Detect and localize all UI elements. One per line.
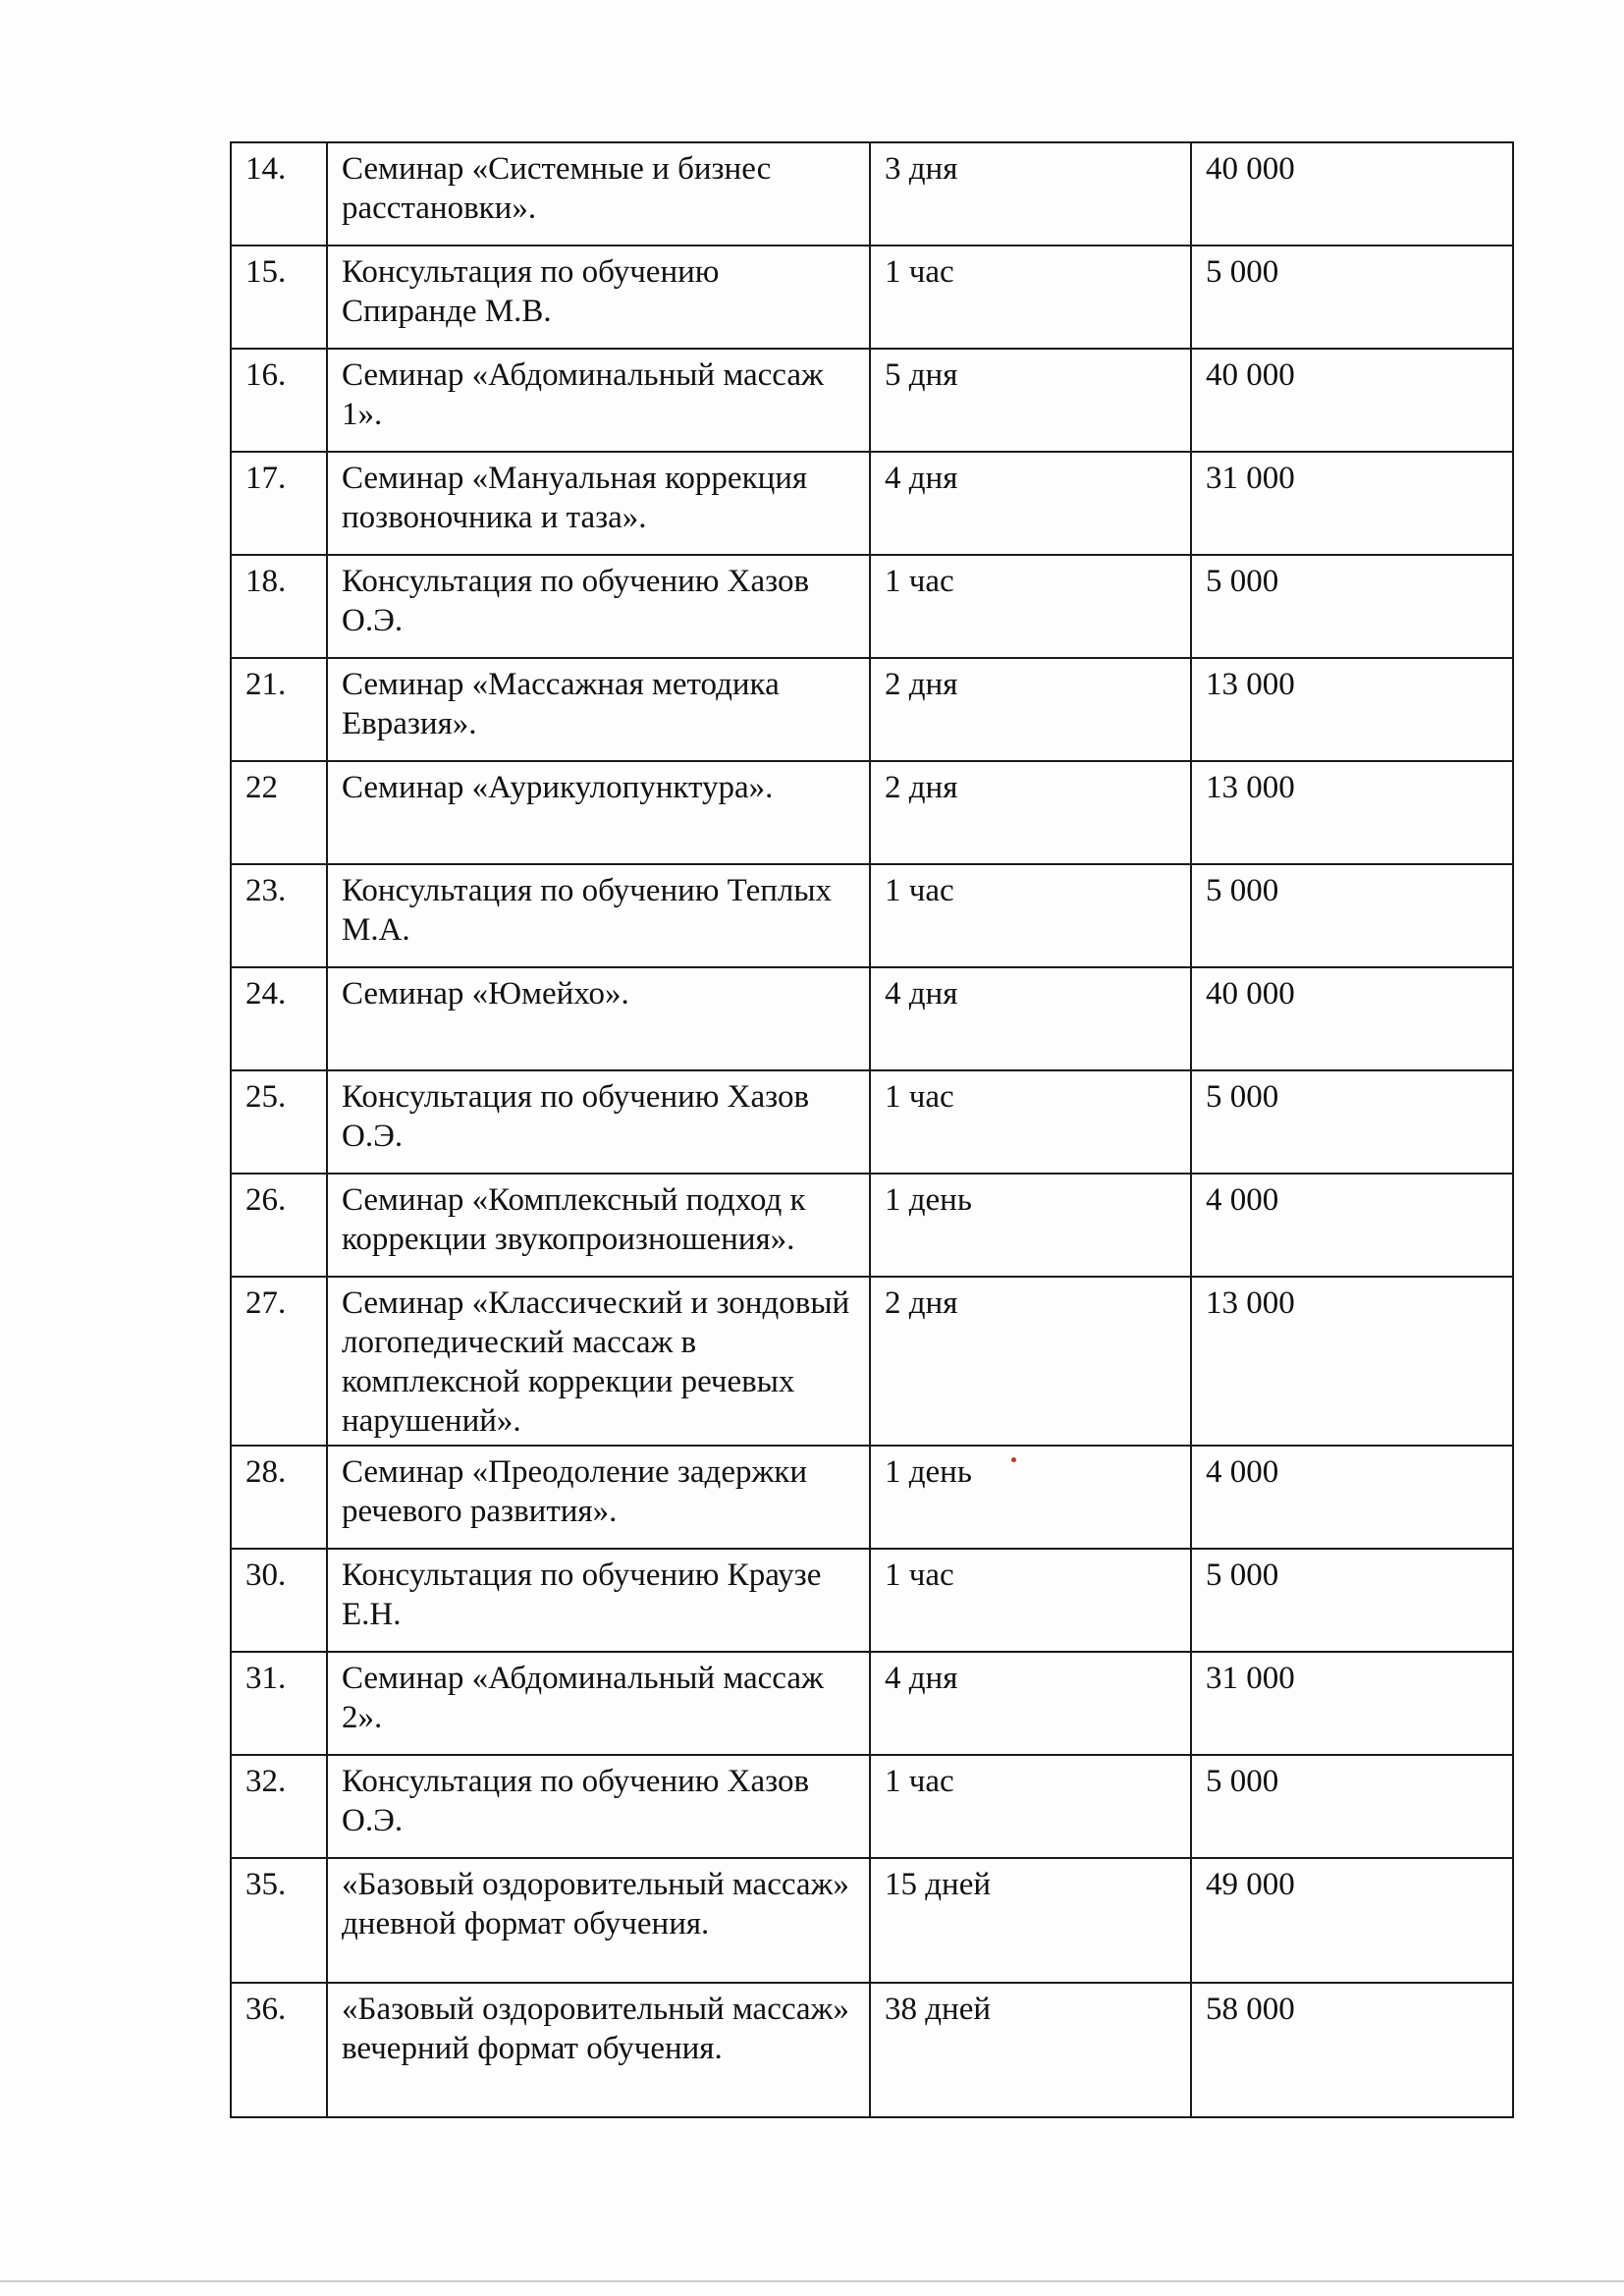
duration: 4 дня xyxy=(870,452,1191,555)
row-number: 16. xyxy=(231,349,327,452)
price: 5 000 xyxy=(1191,1755,1513,1858)
row-number: 28. xyxy=(231,1446,327,1549)
table-row xyxy=(231,349,1513,452)
course-name: Консультация по обучению Краузе Е.Н. xyxy=(327,1549,870,1652)
duration: 2 дня xyxy=(870,761,1191,864)
duration: 1 час xyxy=(870,1070,1191,1174)
price: 5 000 xyxy=(1191,246,1513,349)
duration: 1 час xyxy=(870,864,1191,967)
table-row xyxy=(231,658,1513,761)
row-number: 26. xyxy=(231,1174,327,1277)
row-number: 27. xyxy=(231,1277,327,1446)
price: 5 000 xyxy=(1191,1070,1513,1174)
duration: 1 день xyxy=(870,1446,1191,1549)
price: 5 000 xyxy=(1191,1549,1513,1652)
course-name: Семинар «Системные и бизнес расстановки». xyxy=(327,142,870,246)
table-row xyxy=(231,1755,1513,1858)
row-number: 23. xyxy=(231,864,327,967)
course-name: Семинар «Преодоление задержки речевого развития». xyxy=(327,1446,870,1549)
row-number: 36. xyxy=(231,1983,327,2117)
duration: 15 дней xyxy=(870,1858,1191,1983)
duration: 2 дня xyxy=(870,658,1191,761)
duration: 5 дня xyxy=(870,349,1191,452)
course-name: Семинар «Абдоминальный массаж 1». xyxy=(327,349,870,452)
price: 40 000 xyxy=(1191,349,1513,452)
course-name: Консультация по обучению Хазов О.Э. xyxy=(327,555,870,658)
course-name: Консультация по обучению Хазов О.Э. xyxy=(327,1070,870,1174)
table-row xyxy=(231,246,1513,349)
row-number: 21. xyxy=(231,658,327,761)
scan-mark xyxy=(1011,1457,1016,1462)
table-row xyxy=(231,1446,1513,1549)
duration: 1 час xyxy=(870,1755,1191,1858)
price: 4 000 xyxy=(1191,1446,1513,1549)
price: 5 000 xyxy=(1191,864,1513,967)
table-row xyxy=(231,1070,1513,1174)
price: 4 000 xyxy=(1191,1174,1513,1277)
price: 49 000 xyxy=(1191,1858,1513,1983)
price-table xyxy=(230,141,1514,2118)
duration: 38 дней xyxy=(870,1983,1191,2117)
duration: 4 дня xyxy=(870,1652,1191,1755)
row-number: 22 xyxy=(231,761,327,864)
duration: 1 час xyxy=(870,246,1191,349)
price: 40 000 xyxy=(1191,142,1513,246)
table-row xyxy=(231,761,1513,864)
row-number: 24. xyxy=(231,967,327,1070)
price: 13 000 xyxy=(1191,1277,1513,1446)
row-number: 17. xyxy=(231,452,327,555)
table-row xyxy=(231,142,1513,246)
course-name: Семинар «Классический и зондовый логопедический массаж в комплексной коррекции речевых нарушений». xyxy=(327,1277,870,1446)
table-row xyxy=(231,452,1513,555)
course-name: «Базовый оздоровительный массаж» вечерний формат обучения. xyxy=(327,1983,870,2117)
course-name: Семинар «Абдоминальный массаж 2». xyxy=(327,1652,870,1755)
table-row xyxy=(231,1277,1513,1446)
duration: 2 дня xyxy=(870,1277,1191,1446)
row-number: 31. xyxy=(231,1652,327,1755)
table-row xyxy=(231,967,1513,1070)
course-name: Семинар «Комплексный подход к коррекции звукопроизношения». xyxy=(327,1174,870,1277)
table-row xyxy=(231,555,1513,658)
table-row xyxy=(231,1983,1513,2117)
row-number: 35. xyxy=(231,1858,327,1983)
duration: 1 час xyxy=(870,1549,1191,1652)
price: 5 000 xyxy=(1191,555,1513,658)
course-name: «Базовый оздоровительный массаж» дневной формат обучения. xyxy=(327,1858,870,1983)
course-name: Консультация по обучению Теплых М.А. xyxy=(327,864,870,967)
course-name: Семинар «Массажная методика Евразия». xyxy=(327,658,870,761)
course-name: Семинар «Мануальная коррекция позвоночника и таза». xyxy=(327,452,870,555)
row-number: 30. xyxy=(231,1549,327,1652)
duration: 1 день xyxy=(870,1174,1191,1277)
price: 13 000 xyxy=(1191,658,1513,761)
price: 40 000 xyxy=(1191,967,1513,1070)
course-name: Семинар «Юмейхо». xyxy=(327,967,870,1070)
duration: 4 дня xyxy=(870,967,1191,1070)
row-number: 15. xyxy=(231,246,327,349)
duration: 1 час xyxy=(870,555,1191,658)
course-name: Консультация по обучению Спиранде М.В. xyxy=(327,246,870,349)
scan-edge-divider xyxy=(0,2280,1624,2282)
row-number: 14. xyxy=(231,142,327,246)
price: 13 000 xyxy=(1191,761,1513,864)
table-row xyxy=(231,1652,1513,1755)
row-number: 18. xyxy=(231,555,327,658)
table-row xyxy=(231,864,1513,967)
price: 31 000 xyxy=(1191,452,1513,555)
price: 58 000 xyxy=(1191,1983,1513,2117)
row-number: 32. xyxy=(231,1755,327,1858)
table-row xyxy=(231,1549,1513,1652)
table-row xyxy=(231,1174,1513,1277)
row-number: 25. xyxy=(231,1070,327,1174)
table-row xyxy=(231,1858,1513,1983)
course-name: Семинар «Аурикулопунктура». xyxy=(327,761,870,864)
price: 31 000 xyxy=(1191,1652,1513,1755)
course-name: Консультация по обучению Хазов О.Э. xyxy=(327,1755,870,1858)
duration: 3 дня xyxy=(870,142,1191,246)
